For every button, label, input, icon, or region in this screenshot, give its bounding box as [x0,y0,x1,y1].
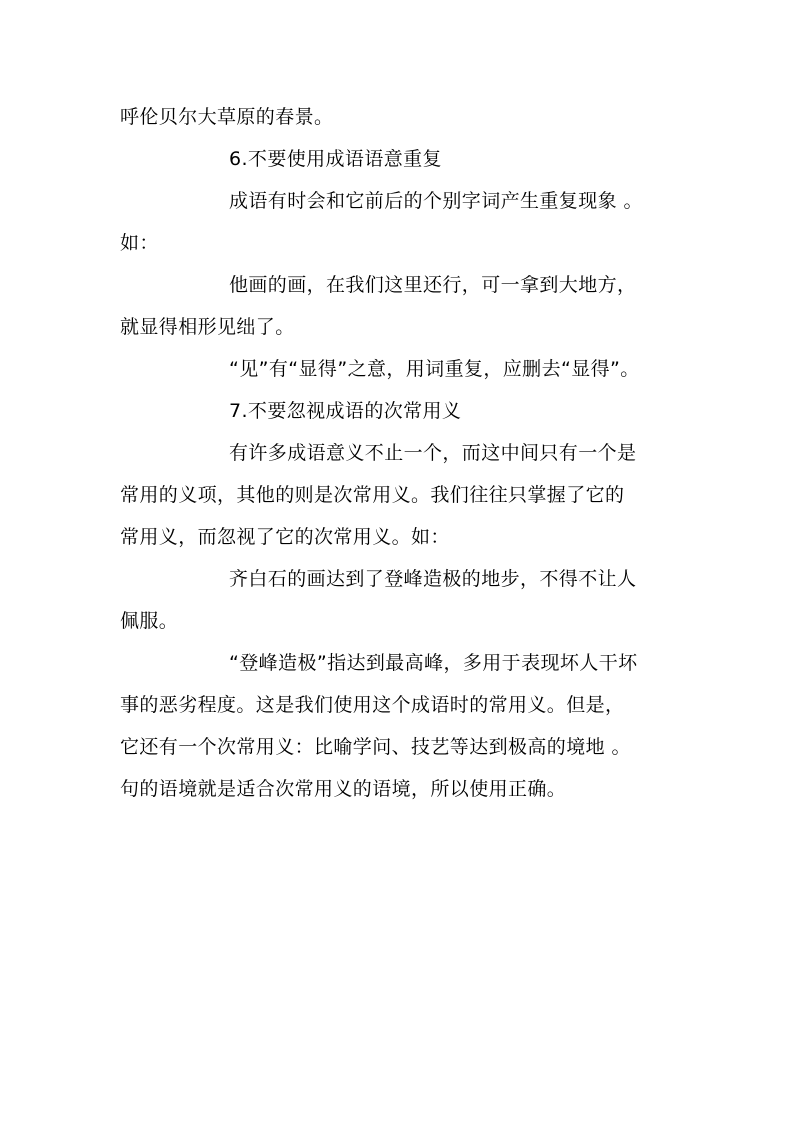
example-sentence: 佩服。 [120,610,179,632]
paragraph-line: 常用义，而忽视了它的次常用义。如： [120,526,450,548]
paragraph-line: 如： [120,232,159,254]
explanation-line: “登峰造极”指达到最高峰，多用于表现坏人干坏 [229,652,638,674]
explanation-line: 它还有一个次常用义：比喻学问、技艺等达到极高的境地 。 [120,736,631,758]
explanation-line: 事的恶劣程度。这是我们使用这个成语时的常用义。但是， [120,694,625,716]
example-sentence: 齐白石的画达到了登峰造极的地步，不得不让人 [229,568,637,590]
paragraph-line: 有许多成语意义不止一个，而这中间只有一个是 [229,442,637,464]
example-sentence: 他画的画，在我们这里还行，可一拿到大地方， [229,274,637,296]
example-sentence: 就显得相形见绌了。 [120,316,295,338]
explanation-line: 句的语境就是适合次常用义的语境，所以使用正确。 [120,778,567,800]
paragraph-line: 呼伦贝尔大草原的春景。 [120,106,334,128]
paragraph-line: 常用的义项，其他的则是次常用义。我们往往只掌握了它的 [120,484,625,506]
section-heading: 6.不要使用成语语意重复 [229,148,442,170]
explanation-line: “见”有“显得”之意，用词重复，应删去“显得”。 [229,358,640,380]
paragraph-line: 成语有时会和它前后的个别字词产生重复现象 。 [229,190,643,212]
section-heading: 7.不要忽视成语的次常用义 [229,400,462,422]
